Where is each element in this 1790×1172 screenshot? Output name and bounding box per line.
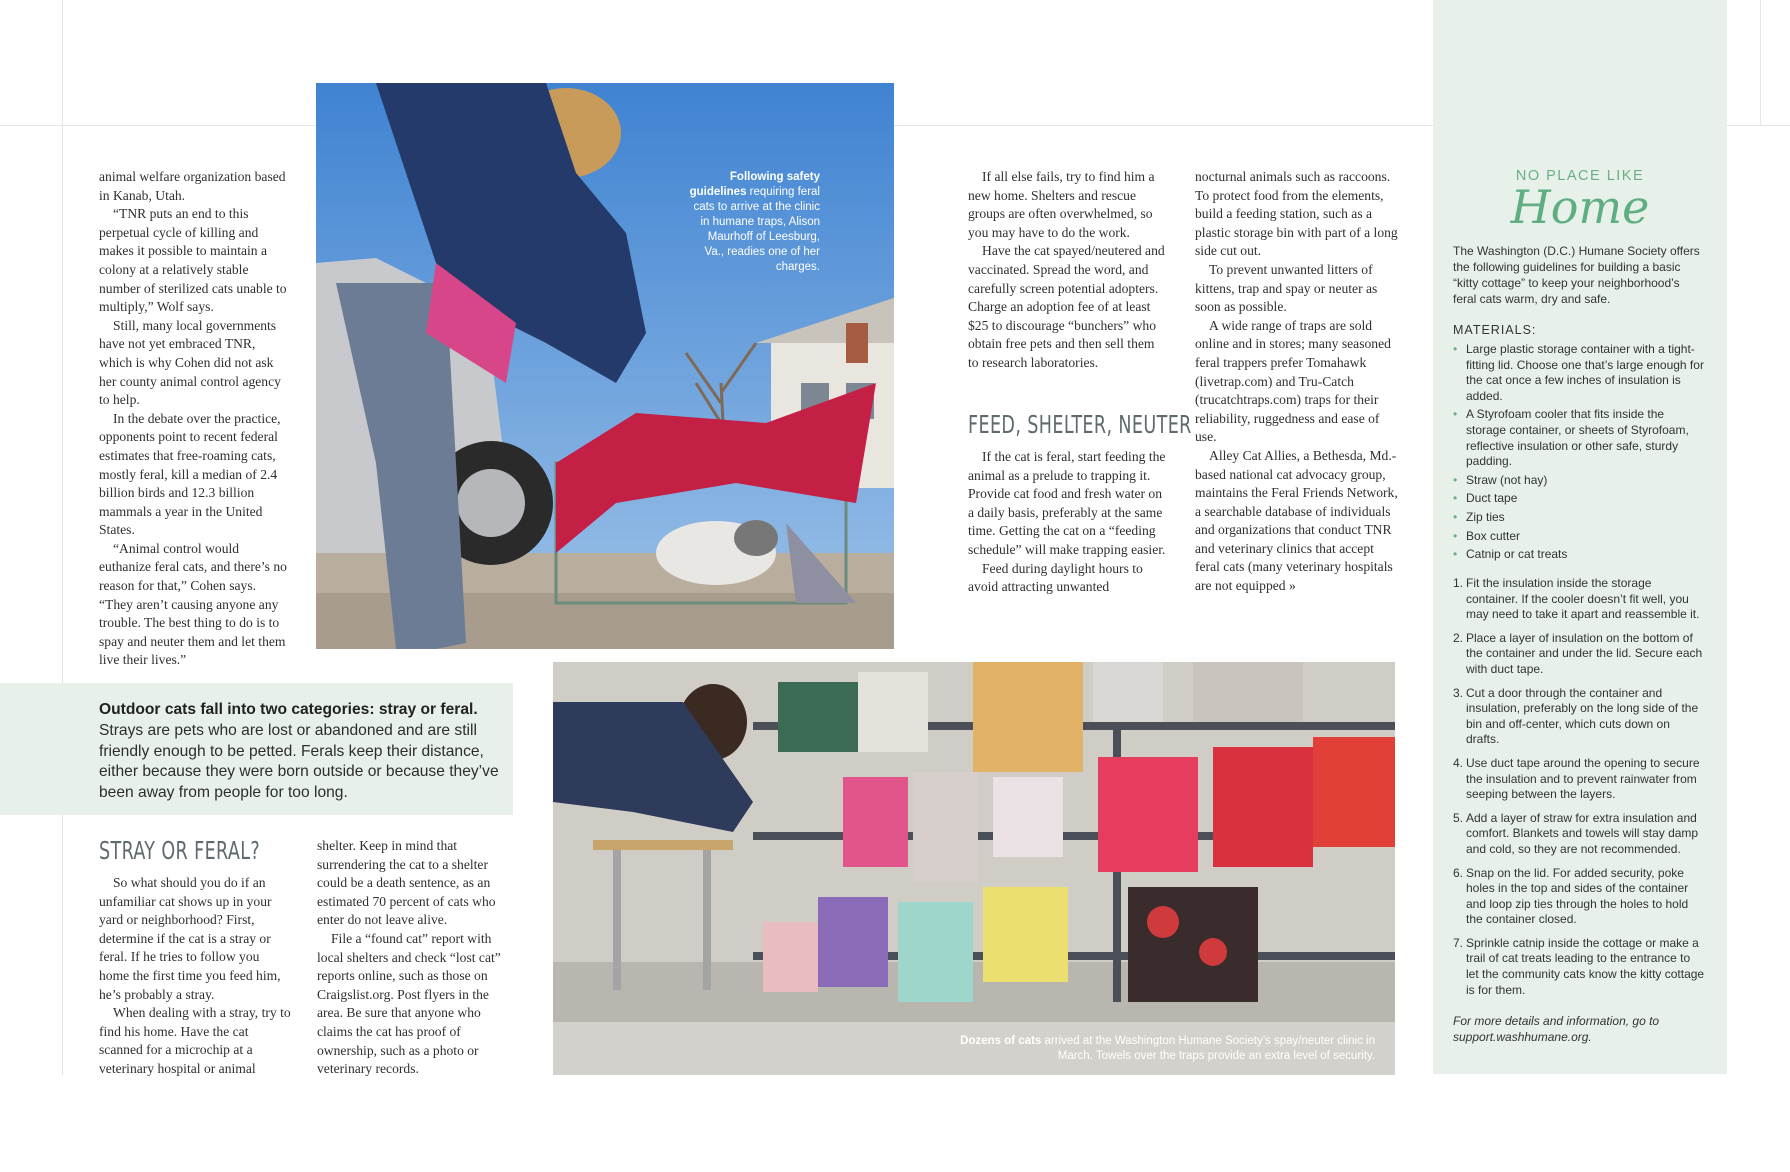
page-guide-line: [1760, 0, 1761, 125]
paragraph: “TNR puts an end to this perpetual cycle of killing and makes it possible to maintain a colony at a relatively stable number of sterilized cats unable to multiply,” Wolf says.: [99, 206, 287, 315]
article-column-3-continued: [968, 448, 1168, 597]
photo-caption: [940, 1034, 1375, 1064]
step-item: 6. Snap on the lid. For added security, poke holes in the top and sides of the container and loop zip ties through the holes to hold the container closed.: [1453, 865, 1689, 927]
paragraph: So what should you do if an unfamiliar cat shows up in your yard or neighborhood? First, determine if the cat is a stray or feral. If he tries to follow you home the first time you feed him, he’s probably a stray.: [99, 875, 281, 1002]
paragraph: Still, many local governments have not yet embraced TNR, which is why Cohen did not ask her county animal control agency to help.: [99, 317, 281, 408]
paragraph: If the cat is feral, start feeding the animal as a prelude to trapping it. Provide cat food and fresh water on a daily basis, preferably at the same time. Getting the cat on a “feeding schedule” will make trapping easier.: [968, 449, 1166, 557]
step-item: 5. Add a layer of straw for extra insulation and comfort. Blankets and towels will stay damp and cold, so they are not recommended.: [1453, 810, 1699, 856]
sidebar-footer: For more details and information, go to support.washhumane.org.: [1453, 1014, 1660, 1044]
paragraph: Alley Cat Allies, a Bethesda, Md.-based national cat advocacy group, maintains the Feral Friends Network, a searchable database of individuals and organizations that conduct TNR and veterinary clinics that accept feral cats (many veterinary hospitals are not equipped »: [1195, 447, 1398, 594]
section-heading-stray-or-feral: STRAY OR FERAL?: [99, 836, 261, 865]
pull-quote: [99, 700, 499, 804]
paragraph: Have the cat spayed/neutered and vaccinated. Spread the word, and carefully screen potential adopters. Charge an adoption fee of at least $25 to discourage “bunchers” who obtain free pets and then sell them to research laboratories.: [968, 243, 1165, 370]
list-item: • Catnip or cat treats: [1453, 547, 1705, 563]
page-guide-line: [62, 0, 63, 1075]
paragraph: File a “found cat” report with local shelters and check “lost cat” reports online, such as those on Craigslist.org. Post flyers in the area. Be sure that anyone who claims the cat has proof of ownership, such as a photo or veterinary records.: [317, 930, 501, 1077]
steps-list: [1453, 576, 1705, 1006]
paragraph: A wide range of traps are sold online and in stores; many seasoned feral trappers prefer Tomahawk (livetrap.com) and Tru-Catch (trucatchtraps.com) traps for their reliability, ruggedness and ease of use.: [1195, 317, 1391, 445]
materials-heading: MATERIALS:: [1453, 323, 1537, 337]
photo-cats-in-traps-at-clinic: [553, 662, 1395, 1075]
list-item: • Box cutter: [1453, 529, 1705, 545]
pull-quote-lead: Outdoor cats fall into two categories: stray or feral.: [99, 701, 478, 718]
paragraph: “Animal control would euthanize feral cats, and there’s no reason for that,” Cohen says. “They aren’t causing anyone any trouble. The best thing to do is to spay and neuter them and let them live their lives.”: [99, 540, 287, 668]
list-item: • Zip ties: [1453, 510, 1705, 526]
list-item: • Duct tape: [1453, 491, 1705, 507]
step-item: 1. Fit the insulation inside the storage container. If the cooler doesn’t fit well, you may need to take it apart and reassemble it.: [1453, 576, 1700, 622]
caption-text: requiring feral cats to arrive at the clinic in humane traps, Alison Maurhoff of Leesburg, Va., readies one of her charges.: [693, 186, 820, 273]
paragraph: nocturnal animals such as raccoons. To protect food from the elements, build a feeding station, such as a plastic storage bin with part of a long side cut out.: [1195, 169, 1398, 259]
article-column-1: [99, 168, 291, 670]
step-item: 3. Cut a door through the container and insulation, preferably on the long side of the bin and off-center, which cuts down on drafts.: [1453, 685, 1699, 747]
article-column-3: [968, 168, 1168, 373]
paragraph: animal welfare organization based in Kanab, Utah.: [99, 169, 286, 203]
sidebar-intro: The Washington (D.C.) Humane Society offers the following guidelines for building a basic “kitty cottage” to keep your neighborhood’s feral cats warm, dry and safe.: [1453, 244, 1700, 306]
paragraph: If all else fails, try to find him a new home. Shelters and rescue groups are often overwhelmed, so you may have to do the work.: [968, 169, 1155, 240]
sidebar-title: Home: [1510, 180, 1650, 234]
paragraph: shelter. Keep in mind that surrendering the cat to a shelter could be a death sentence, as an estimated 70 percent of cats who enter do not leave alive.: [317, 838, 496, 928]
section-heading-feed-shelter-neuter: FEED, SHELTER, NEUTER: [968, 410, 1192, 439]
step-item: 7. Sprinkle catnip inside the cottage or make a trail of cat treats leading to the entrance to let the community cats know the kitty cottage is for them.: [1453, 935, 1705, 997]
caption-text: arrived at the Washington Humane Society’s spay/neuter clinic in March. Towels over the traps provide an extra level of security.: [1044, 1035, 1375, 1062]
pull-quote-body: Strays are pets who are lost or abandoned and are still friendly enough to be petted. Ferals keep their distance, either because they were born outside or because they’ve been away from people for too long.: [99, 721, 499, 802]
paragraph: To prevent unwanted litters of kittens, trap and spay or neuter as soon as possible.: [1195, 261, 1378, 315]
article-column-4: [1195, 168, 1399, 596]
list-item: • A Styrofoam cooler that fits inside the storage container, or sheets of Styrofoam, reflective insulation or other safe, sturdy padding.: [1453, 407, 1705, 469]
list-item: • Large plastic storage container with a tight-fitting lid. Choose one that’s large enough for the cat once a few inches of insulation is added.: [1453, 342, 1705, 404]
photo-woman-with-cat-trap: [316, 83, 894, 649]
list-item: • Straw (not hay): [1453, 473, 1705, 489]
sidebar-kicker: NO PLACE LIKE: [1515, 168, 1645, 184]
materials-list: [1453, 342, 1705, 566]
article-column-stray-a: [99, 874, 293, 1079]
caption-lead: Dozens of cats: [960, 1035, 1042, 1047]
paragraph: When dealing with a stray, try to find his home. Have the cat scanned for a microchip at a veterinary hospital or animal: [99, 1005, 291, 1076]
article-column-stray-b: [317, 837, 507, 1079]
caption-lead: Following safety guidelines: [689, 171, 820, 198]
photo-caption: [686, 170, 820, 275]
paragraph: In the debate over the practice, opponents point to recent federal estimates that free-roaming cats, mostly feral, kill a median of 2.4 billion birds and 12.3 billion mammals a year in the United States.: [99, 410, 281, 538]
paragraph: Feed during daylight hours to avoid attracting unwanted: [968, 560, 1143, 595]
step-item: 4. Use duct tape around the opening to secure the insulation and to prevent rainwater from seeping between the layers.: [1453, 755, 1700, 802]
step-item: 2. Place a layer of insulation on the bottom of the container and under the lid. Secure each with duct tape.: [1453, 630, 1703, 676]
